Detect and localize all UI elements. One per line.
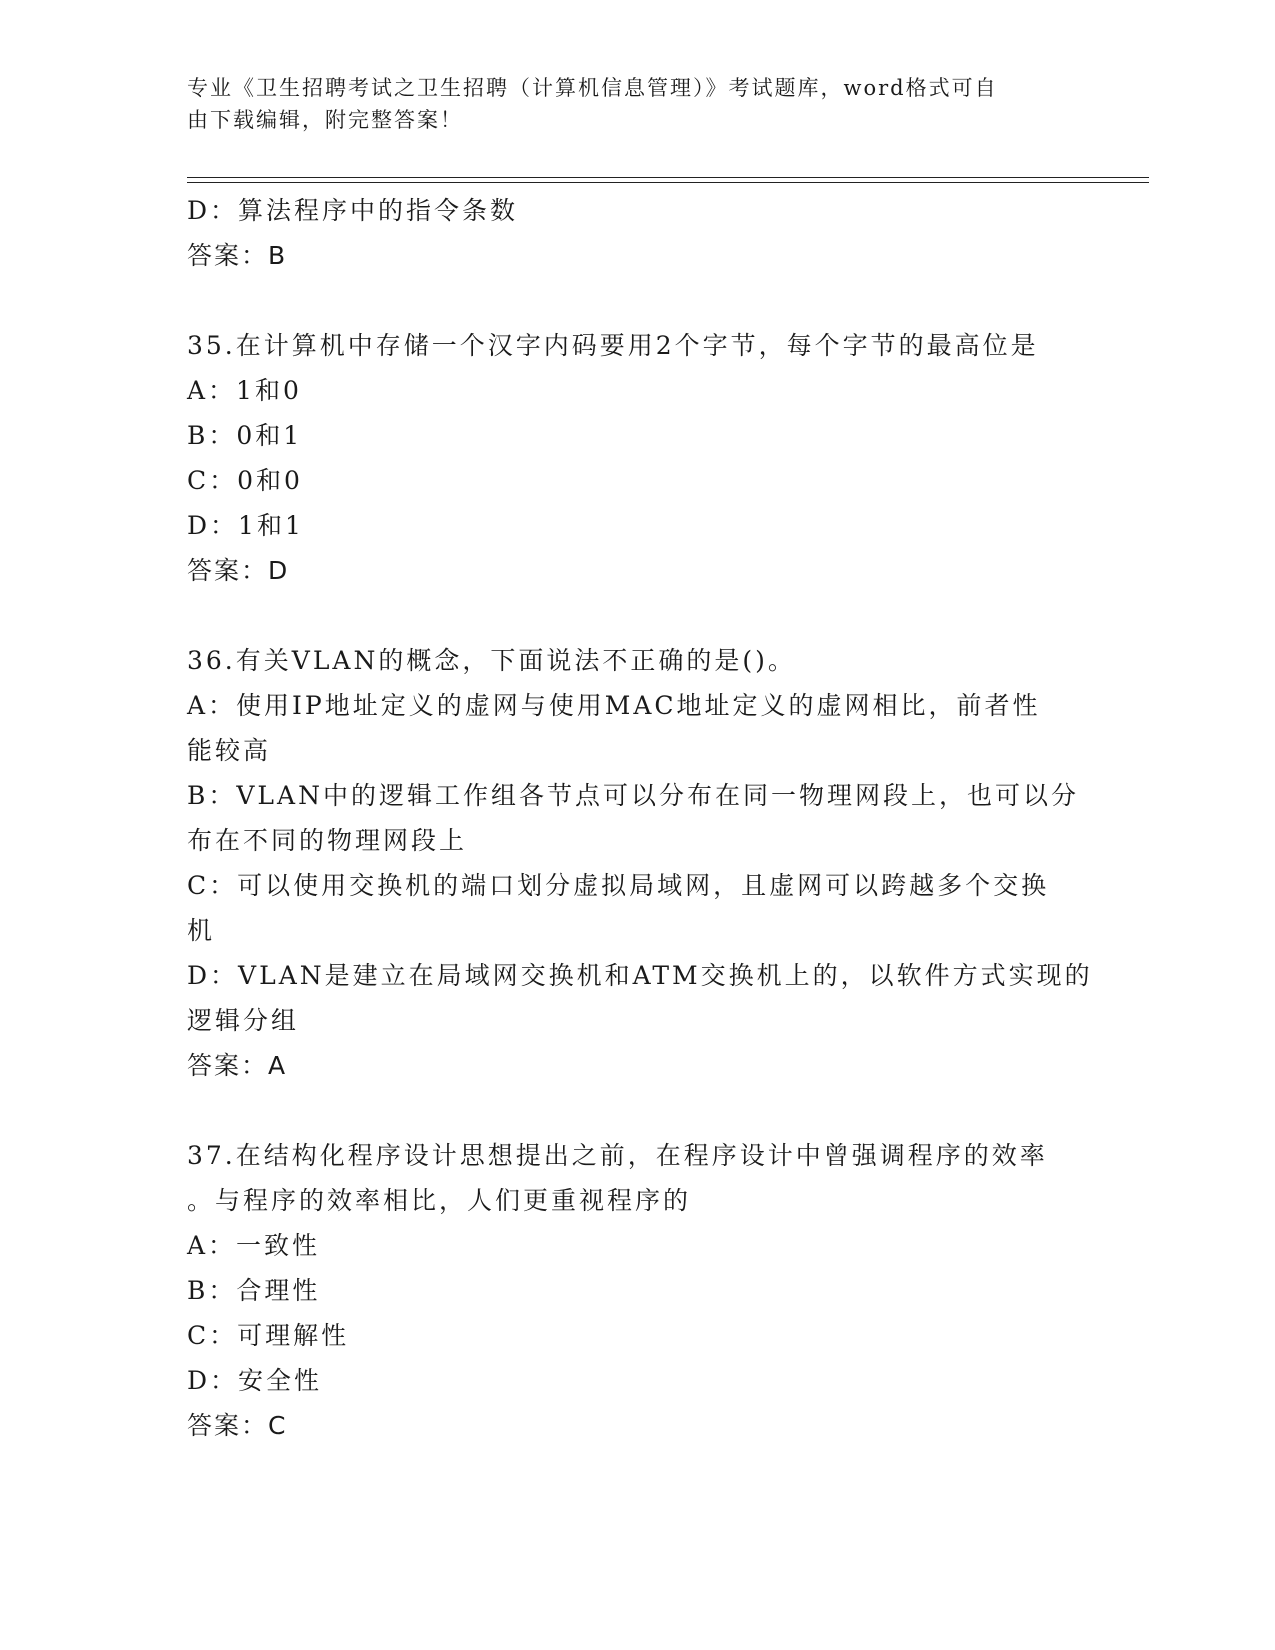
question-37 bbox=[187, 1133, 1087, 1448]
q36-option-a-line-2: 能较高 bbox=[187, 736, 272, 765]
header-line-2: 由下载编辑，附完整答案！ bbox=[187, 108, 463, 132]
header-divider-top bbox=[187, 177, 1149, 178]
q37-option-c: C：可理解性 bbox=[187, 1321, 350, 1350]
document-header bbox=[187, 72, 1067, 136]
spacer bbox=[187, 1088, 1087, 1133]
q37-question-line-2: 。与程序的效率相比，人们更重视程序的 bbox=[187, 1186, 692, 1215]
q37-option-b: B：合理性 bbox=[187, 1276, 321, 1305]
q36-option-d-line-1: D：VLAN是建立在局域网交换机和ATM交换机上的，以软件方式实现的 bbox=[187, 961, 1093, 990]
q35-question: 35.在计算机中存储一个汉字内码要用2个字节，每个字节的最高位是 bbox=[187, 331, 1039, 360]
q36-option-c-line-1: C：可以使用交换机的端口划分虚拟局域网，且虚网可以跨越多个交换 bbox=[187, 871, 1050, 900]
q36-question: 36.有关VLAN的概念，下面说法不正确的是()。 bbox=[187, 646, 796, 675]
q36-option-b-line-1: B：VLAN中的逻辑工作组各节点可以分布在同一物理网段上，也可以分 bbox=[187, 781, 1079, 810]
q37-option-a: A：一致性 bbox=[187, 1231, 321, 1260]
question-34 bbox=[187, 188, 1087, 278]
q36-option-c-line-2: 机 bbox=[187, 916, 216, 945]
q36-option-d-line-2: 逻辑分组 bbox=[187, 1006, 300, 1035]
spacer bbox=[187, 593, 1087, 638]
q35-answer: 答案：D bbox=[187, 556, 290, 585]
q34-answer: 答案：B bbox=[187, 241, 288, 270]
q36-option-a-line-1: A：使用IP地址定义的虚网与使用MAC地址定义的虚网相比，前者性 bbox=[187, 691, 1041, 720]
q36-option-b-line-2: 布在不同的物理网段上 bbox=[187, 826, 468, 855]
question-36 bbox=[187, 638, 1093, 1088]
q37-question-line-1: 37.在结构化程序设计思想提出之前，在程序设计中曾强调程序的效率 bbox=[187, 1141, 1048, 1170]
question-35 bbox=[187, 323, 1087, 593]
q36-answer: 答案：A bbox=[187, 1051, 288, 1080]
q34-option-d: D：算法程序中的指令条数 bbox=[187, 196, 519, 225]
q35-option-c: C：0和0 bbox=[187, 466, 303, 495]
header-divider-bottom bbox=[187, 182, 1149, 183]
spacer bbox=[187, 278, 1087, 323]
q35-option-d: D：1和1 bbox=[187, 511, 304, 540]
q35-option-b: B：0和1 bbox=[187, 421, 303, 450]
q37-option-d: D：安全性 bbox=[187, 1366, 323, 1395]
q37-answer: 答案：C bbox=[187, 1411, 288, 1440]
question-list bbox=[187, 188, 1093, 1448]
q35-option-a: A：1和0 bbox=[187, 376, 302, 405]
header-line-1: 专业《卫生招聘考试之卫生招聘（计算机信息管理）》考试题库，word格式可自 bbox=[187, 76, 998, 100]
